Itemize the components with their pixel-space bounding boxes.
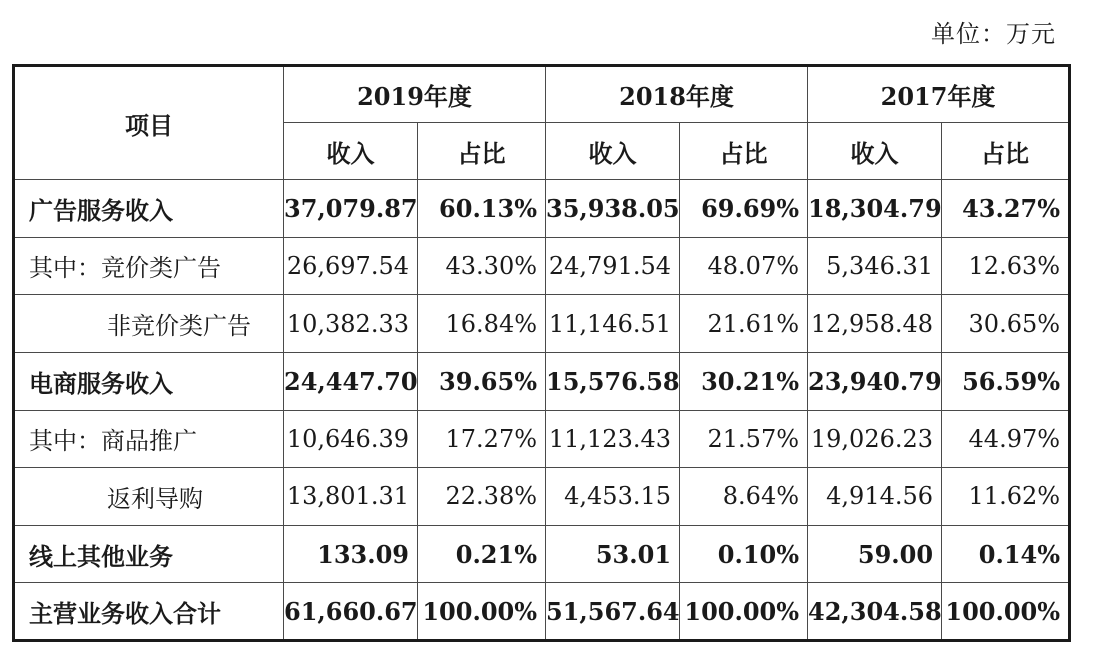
income-cell: 11,146.51 (546, 295, 680, 353)
table-row (14, 295, 1070, 353)
ratio-cell: 100.00% (942, 583, 1070, 641)
income-cell: 24,791.54 (546, 237, 680, 295)
row-label: 线上其他业务 (14, 525, 284, 583)
income-cell: 61,660.67 (284, 583, 418, 641)
row-label: 其中：竞价类广告 (14, 237, 284, 295)
income-cell: 19,026.23 (808, 410, 942, 468)
table-row (14, 468, 1070, 526)
ratio-cell: 0.21% (418, 525, 546, 583)
income-cell: 42,304.58 (808, 583, 942, 641)
revenue-table (12, 64, 1071, 642)
ratio-header: 占比 (680, 123, 808, 180)
income-cell: 13,801.31 (284, 468, 418, 526)
ratio-cell: 44.97% (942, 410, 1070, 468)
ratio-cell: 21.61% (680, 295, 808, 353)
ratio-cell: 8.64% (680, 468, 808, 526)
income-cell: 24,447.70 (284, 352, 418, 410)
ratio-cell: 0.10% (680, 525, 808, 583)
ratio-cell: 21.57% (680, 410, 808, 468)
ratio-cell: 0.14% (942, 525, 1070, 583)
income-cell: 15,576.58 (546, 352, 680, 410)
ratio-header: 占比 (942, 123, 1070, 180)
ratio-cell: 22.38% (418, 468, 546, 526)
year-header: 2019年度 (284, 66, 546, 123)
ratio-cell: 100.00% (680, 583, 808, 641)
year-header: 2018年度 (546, 66, 808, 123)
ratio-cell: 39.65% (418, 352, 546, 410)
ratio-cell: 11.62% (942, 468, 1070, 526)
income-cell: 51,567.64 (546, 583, 680, 641)
income-cell: 10,382.33 (284, 295, 418, 353)
ratio-cell: 48.07% (680, 237, 808, 295)
income-cell: 37,079.87 (284, 180, 418, 238)
ratio-header: 占比 (418, 123, 546, 180)
income-header: 收入 (546, 123, 680, 180)
ratio-cell: 43.30% (418, 237, 546, 295)
row-label: 广告服务收入 (14, 180, 284, 238)
row-label: 电商服务收入 (14, 352, 284, 410)
income-cell: 53.01 (546, 525, 680, 583)
row-label: 主营业务收入合计 (14, 583, 284, 641)
income-cell: 5,346.31 (808, 237, 942, 295)
income-cell: 11,123.43 (546, 410, 680, 468)
income-cell: 10,646.39 (284, 410, 418, 468)
income-cell: 4,914.56 (808, 468, 942, 526)
table-body (14, 180, 1070, 641)
item-header: 项目 (14, 66, 284, 180)
header-row-years (14, 66, 1070, 123)
income-cell: 59.00 (808, 525, 942, 583)
income-header: 收入 (284, 123, 418, 180)
income-cell: 12,958.48 (808, 295, 942, 353)
table-row (14, 352, 1070, 410)
row-label: 其中：商品推广 (14, 410, 284, 468)
income-cell: 133.09 (284, 525, 418, 583)
income-cell: 18,304.79 (808, 180, 942, 238)
row-label: 返利导购 (14, 468, 284, 526)
table-row (14, 583, 1070, 641)
year-header: 2017年度 (808, 66, 1070, 123)
ratio-cell: 69.69% (680, 180, 808, 238)
income-header: 收入 (808, 123, 942, 180)
income-cell: 23,940.79 (808, 352, 942, 410)
ratio-cell: 30.65% (942, 295, 1070, 353)
income-cell: 35,938.05 (546, 180, 680, 238)
income-cell: 26,697.54 (284, 237, 418, 295)
ratio-cell: 100.00% (418, 583, 546, 641)
table-row (14, 237, 1070, 295)
ratio-cell: 12.63% (942, 237, 1070, 295)
ratio-cell: 30.21% (680, 352, 808, 410)
table-row (14, 180, 1070, 238)
row-label: 非竞价类广告 (14, 295, 284, 353)
table-row (14, 525, 1070, 583)
ratio-cell: 60.13% (418, 180, 546, 238)
table-row (14, 410, 1070, 468)
ratio-cell: 56.59% (942, 352, 1070, 410)
ratio-cell: 16.84% (418, 295, 546, 353)
ratio-cell: 17.27% (418, 410, 546, 468)
unit-label: 单位：万元 (931, 20, 1056, 48)
ratio-cell: 43.27% (942, 180, 1070, 238)
income-cell: 4,453.15 (546, 468, 680, 526)
